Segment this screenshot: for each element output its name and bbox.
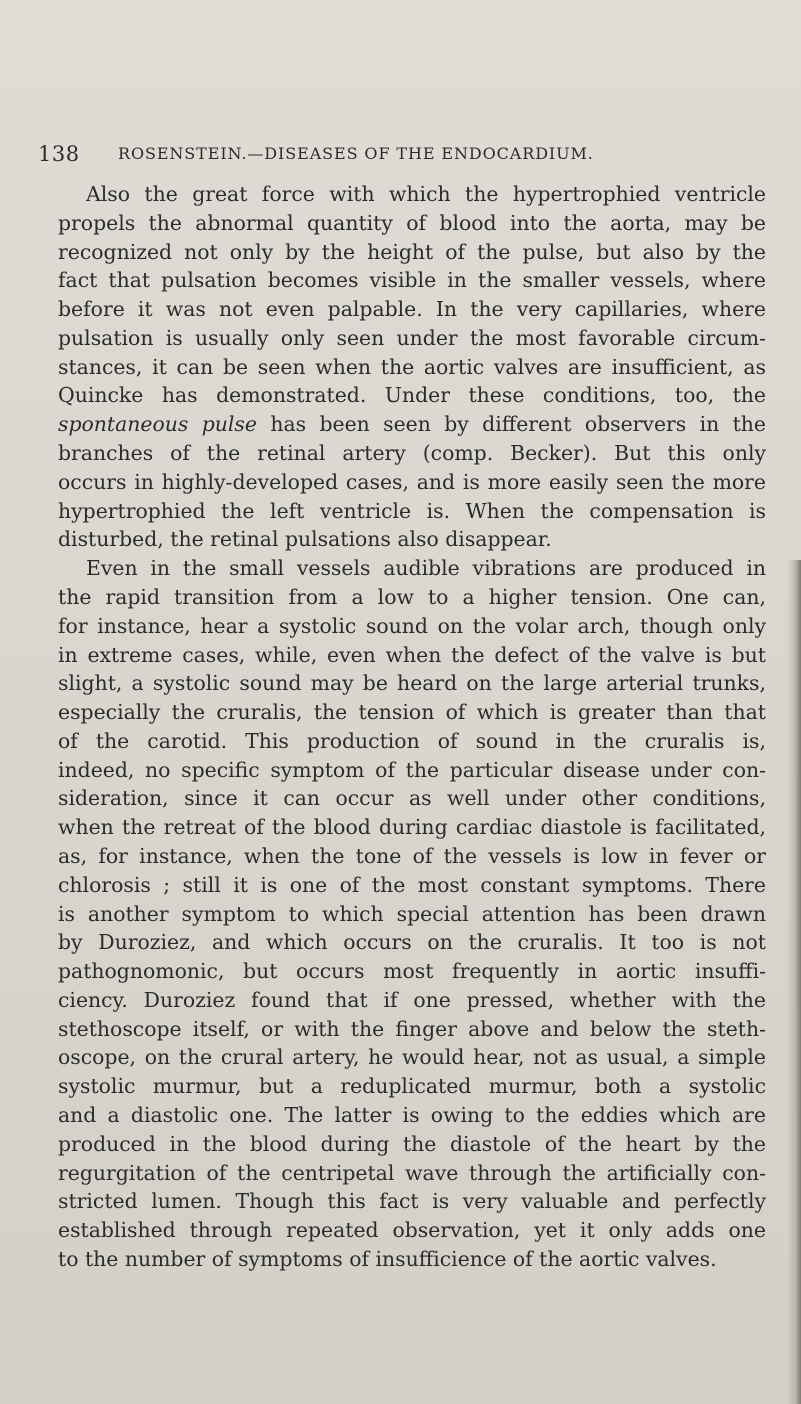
- text-line: stances, it can be seen when the aortic valves are insufficient, as: [58, 354, 766, 379]
- text-line: for instance, hear a systolic sound on the volar arch, though only: [58, 613, 766, 638]
- text-line: slight, a systolic sound may be heard on the large arterial trunks,: [58, 671, 766, 696]
- text-line: produced in the blood during the diastole of the heart by the: [58, 1131, 766, 1156]
- text-line: regurgitation of the centripetal wave through the artificially con-: [58, 1160, 766, 1185]
- text-line: occurs in highly-developed cases, and is more easily seen the more: [58, 469, 766, 494]
- text-line: sideration, since it can occur as well under other conditions,: [58, 786, 766, 811]
- body-text: [58, 180, 766, 1274]
- text-line: established through repeated observation, yet it only adds one: [58, 1218, 766, 1243]
- text-line: by Duroziez, and which occurs on the cruralis. It too is not: [58, 930, 766, 955]
- text-line: when the retreat of the blood during cardiac diastole is facilitated,: [58, 815, 766, 840]
- text-line: Also the great force with which the hypertrophied ventricle: [86, 182, 766, 206]
- text-line: pathognomonic, but occurs most frequently in aortic insuffi-: [58, 959, 766, 984]
- text-line: and a diastolic one. The latter is owing to the eddies which are: [58, 1103, 766, 1127]
- text-line: disturbed, the retinal pulsations also disappear.: [58, 527, 552, 552]
- text-line: of the carotid. This production of sound in the cruralis is,: [58, 728, 766, 753]
- running-head: ROSENSTEIN.—DISEASES OF THE ENDOCARDIUM.: [118, 144, 594, 163]
- text-line: [58, 410, 766, 439]
- text-line: chlorosis ; still it is one of the most constant symptoms. There: [58, 872, 766, 897]
- text-line: systolic murmur, but a reduplicated murmur, both a systolic: [58, 1074, 766, 1099]
- text-line: in extreme cases, while, even when the defect of the valve is but: [58, 642, 766, 667]
- page-edge-shadow: [787, 560, 801, 1404]
- text-line: Quincke has demonstrated. Under these conditions, too, the: [58, 383, 766, 408]
- text-line: pulsation is usually only seen under the most favorable circum-: [58, 325, 766, 350]
- text-line: hypertrophied the left ventricle is. When the compensation is: [58, 498, 766, 523]
- text-line: branches of the retinal artery (comp. Becker). But this only: [58, 441, 766, 466]
- text-line: is another symptom to which special attention has been drawn: [58, 901, 766, 926]
- text-line: propels the abnormal quantity of blood into the aorta, may be: [58, 210, 766, 235]
- text-line: recognized not only by the height of the pulse, but also by the: [58, 239, 766, 264]
- text-line: ciency. Duroziez found that if one pressed, whether with the: [58, 987, 766, 1012]
- text-line: as, for instance, when the tone of the vessels is low in fever or: [58, 843, 766, 868]
- page-number: 138: [38, 142, 80, 166]
- text-line: the rapid transition from a low to a higher tension. One can,: [58, 584, 766, 609]
- italic-term: spontaneous pulse: [58, 412, 257, 437]
- line-rest: has been seen by different observers in the: [256, 412, 767, 437]
- text-line: oscope, on the crural artery, he would hear, not as usual, a simple: [58, 1045, 766, 1070]
- text-line: especially the cruralis, the tension of which is greater than that: [58, 700, 766, 725]
- text-line: fact that pulsation becomes visible in the smaller vessels, where: [58, 268, 766, 293]
- text-line: stethoscope itself, or with the finger above and below the steth-: [58, 1016, 766, 1041]
- text-line: indeed, no specific symptom of the particular disease under con-: [58, 757, 766, 782]
- text-line: stricted lumen. Though this fact is very valuable and perfectly: [58, 1189, 766, 1214]
- text-line: Even in the small vessels audible vibrations are produced in: [86, 556, 766, 581]
- text-line: to the number of symptoms of insufficience of the aortic valves.: [58, 1246, 717, 1271]
- text-line: before it was not even palpable. In the very capillaries, where: [58, 297, 766, 322]
